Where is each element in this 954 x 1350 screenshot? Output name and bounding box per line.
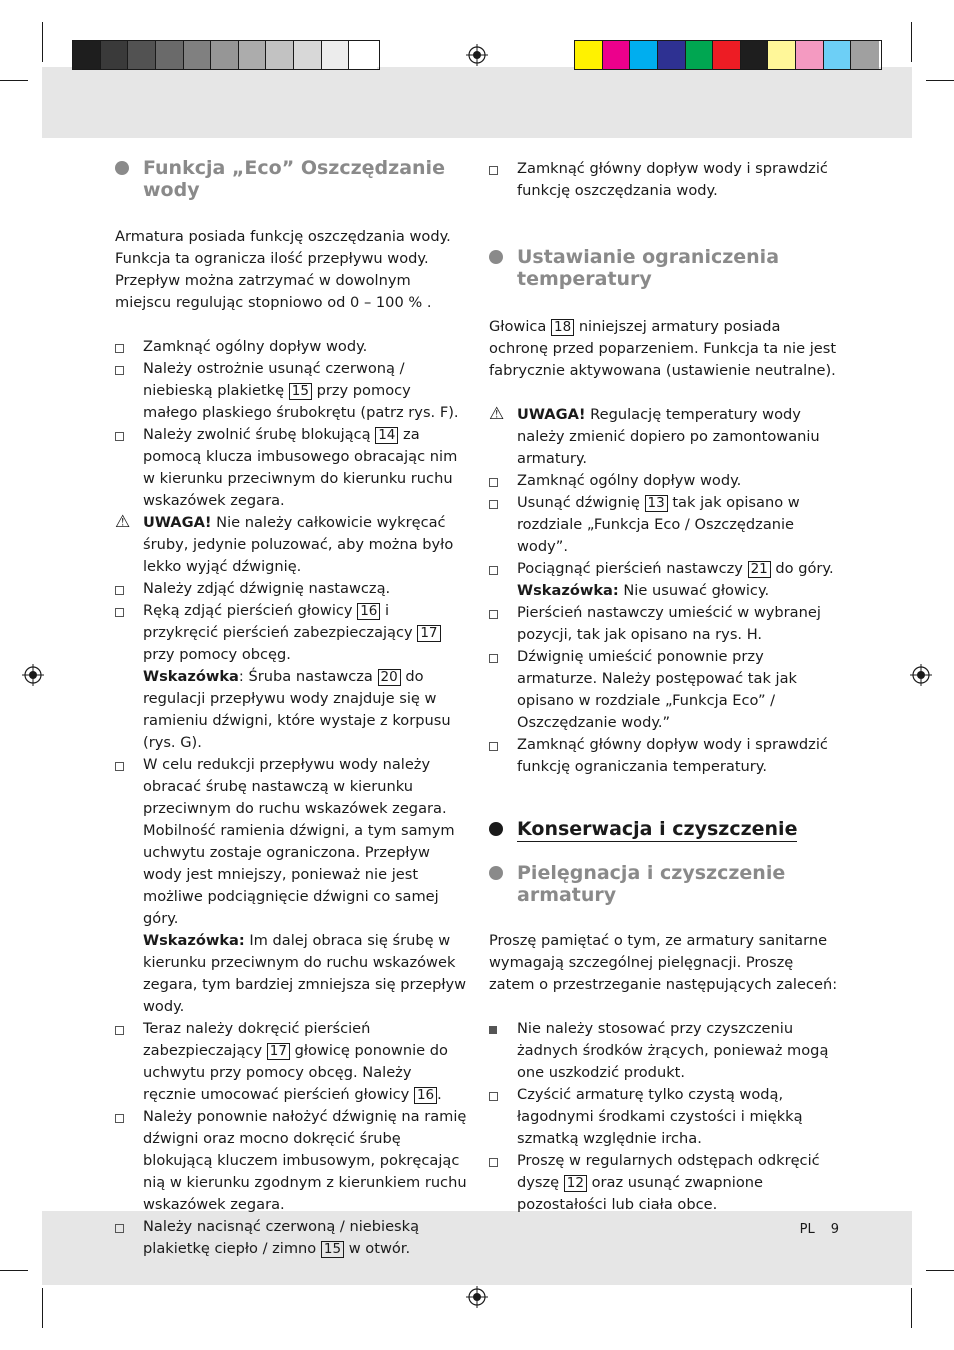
checkbox-bullet-icon	[115, 1018, 129, 1044]
list-item: Nie należy stosować przy czyszczeniu żadnych środków żrących, ponieważ mogą one uszkodzić produkt.	[489, 1018, 843, 1084]
checkbox-bullet-icon	[489, 602, 503, 628]
bullet-dot-icon	[115, 161, 129, 175]
list-item: Pierścień nastawczy umieścić w wybranej pozycji, tak jak opisano na rys. H.	[489, 602, 843, 646]
list-item: Proszę w regularnych odstępach odkręcić dyszę 12 oraz usunąć zwapnione pozostałości lub ciała obce.	[489, 1150, 843, 1216]
color-swatch	[128, 41, 156, 69]
color-swatch	[658, 41, 686, 69]
list-item: Należy ponownie nałożyć dźwignię na ramię dźwigni oraz mocno dokręcić śrubę blokującą kluczem imbusowym, pokręcając nią w kierunku zgodnym z kierunkiem ruchu wskazówek zegara.	[115, 1106, 467, 1216]
crop-mark	[0, 80, 28, 81]
list-item: Należy nacisnąć czerwoną / niebieską plakietkę ciepło / zimno 15 w otwór.	[115, 1216, 467, 1260]
part-number: 15	[289, 383, 312, 400]
checkbox-bullet-icon	[489, 734, 503, 760]
page-number: 9	[830, 1222, 839, 1237]
crop-mark	[926, 80, 954, 81]
list-item: Zamknąć główny dopływ wody i sprawdzić funkcję oszczędzania wody.	[489, 158, 843, 202]
section-heading: Ustawianie ograniczenia temperatury	[489, 246, 843, 290]
section-heading: Konserwacja i czyszczenie	[489, 818, 843, 840]
paragraph: Proszę pamiętać o tym, ze armatury sanitarne wymagają szczególnej pielęgnacji. Proszę zatem o przestrzeganie następujących zaleceń:	[489, 932, 838, 993]
checkbox-bullet-icon	[489, 1084, 503, 1110]
part-number: 13	[645, 495, 668, 512]
bullet-dot-icon	[489, 866, 503, 880]
paragraph: Armatura posiada funkcję oszczędzania wody. Funkcja ta ogranicza ilość przepływu wody. Przepływ można zatrzymać w dowolnym miejscu regulując stopniowo od 0 – 100 % .	[115, 228, 451, 311]
checkbox-bullet-icon	[115, 1216, 129, 1242]
part-number: 16	[357, 603, 380, 620]
checkbox-bullet-icon	[115, 600, 129, 626]
color-swatch	[73, 41, 101, 69]
checkbox-bullet-icon	[489, 158, 503, 184]
list-item: Należy zwolnić śrubę blokującą 14 za pomocą klucza imbusowego obracając nim w kierunku przeciwnym do kierunku ruchu wskazówek zegara.	[115, 424, 467, 512]
list-item: Ręką zdjąć pierścień głowicy 16 i przykręcić pierścień zabezpieczający 17 przy pomocy obcęg. Wskazówka: Śruba nastawcza 20 do regulacji przepływu wody znajduje się w ramieniu dźwigni, które wystaje z korpusu (rys. G).	[115, 600, 467, 754]
color-swatch	[630, 41, 658, 69]
part-number: 20	[378, 669, 401, 686]
part-number: 15	[321, 1241, 344, 1258]
warning-triangle-icon: ⚠	[489, 404, 505, 424]
checkbox-bullet-icon	[489, 558, 503, 584]
color-swatch	[184, 41, 212, 69]
section-heading: Funkcja „Eco” Oszczędzanie wody	[115, 157, 467, 201]
checkbox-bullet-icon	[115, 424, 129, 450]
crop-mark	[911, 22, 912, 62]
color-swatch	[239, 41, 267, 69]
registration-mark-icon	[466, 1286, 488, 1308]
left-column	[115, 157, 467, 1260]
list-item: Zamknąć ogólny dopływ wody.	[115, 336, 467, 358]
crop-mark	[42, 1288, 43, 1328]
list-item: Teraz należy dokręcić pierścień zabezpieczający 17 głowicę ponownie do uchwytu przy pomocy obcęg. Należy ręcznie umocować pierścień głowicy 16 .	[115, 1018, 467, 1106]
warning-note: ⚠ UWAGA! Regulację temperatury wody należy zmienić dopiero po zamontowaniu armatury.	[489, 404, 820, 467]
color-swatch	[796, 41, 824, 69]
color-swatch	[322, 41, 350, 69]
color-swatch	[211, 41, 239, 69]
color-swatch	[824, 41, 852, 69]
color-swatch	[603, 41, 631, 69]
list-item: Zamknąć ogólny dopływ wody.	[489, 470, 843, 492]
list-item: Czyścić armaturę tylko czystą wodą, łagodnymi środkami czystości i miękką szmatką względnie ircha.	[489, 1084, 843, 1150]
list-item: Usunąć dźwignię 13 tak jak opisano w rozdziale „Funkcja Eco / Oszczędzanie wody”.	[489, 492, 843, 558]
color-swatch	[266, 41, 294, 69]
checkbox-bullet-icon	[489, 646, 503, 672]
color-swatch	[851, 41, 879, 69]
paragraph: Głowica 18 niniejszej armatury posiada ochronę przed poparzeniem. Funkcja ta nie jest fabrycznie aktywowana (ustawienie neutralne).	[489, 318, 837, 379]
color-swatch	[741, 41, 769, 69]
crop-mark	[926, 1270, 954, 1271]
registration-mark-icon	[22, 664, 44, 686]
right-column	[489, 158, 843, 1216]
gray-color-bar	[72, 40, 380, 70]
crop-mark	[42, 22, 43, 62]
color-swatch	[156, 41, 184, 69]
crop-mark	[0, 1270, 28, 1271]
checkbox-bullet-icon	[489, 492, 503, 518]
color-swatch	[713, 41, 741, 69]
language-code: PL	[799, 1222, 815, 1237]
process-color-bar	[574, 40, 882, 70]
checkbox-bullet-icon	[115, 1106, 129, 1132]
part-number: 21	[748, 561, 771, 578]
section-heading: Pielęgnacja i czyszczenie armatury	[489, 862, 843, 906]
part-number: 17	[417, 625, 440, 642]
part-number: 17	[267, 1043, 290, 1060]
color-swatch	[768, 41, 796, 69]
registration-mark-icon	[910, 664, 932, 686]
list-item: Zamknąć główny dopływ wody i sprawdzić funkcję ograniczania temperatury.	[489, 734, 843, 778]
list-item: Dźwignię umieścić ponownie przy armaturze. Należy postępować tak jak opisano w rozdziale „Funkcja Eco” / Oszczędzanie wody.”	[489, 646, 843, 734]
list-item: Należy ostrożnie usunąć czerwoną / niebieską plakietkę 15 przy pomocy małego plaskiego śrubokrętu (patrz rys. F).	[115, 358, 467, 424]
warning-triangle-icon: ⚠	[115, 512, 131, 532]
list-item: Należy zdjąć dźwignię nastawczą.	[115, 578, 467, 600]
list-item: W celu redukcji przepływu wody należy obracać śrubę nastawczą w kierunku przeciwnym do ruchu wskazówek zegara. Mobilność ramienia dźwigni, a tym samym uchwytu zostaje ograniczona. Przepływ wody jest mniejszy, ponieważ nie jest możliwe podciągnięcie dźwigni co samej góry. Wskazówka: Im dalej obraca się śrubę w kierunku przeciwnym do ruchu wskazówek zegara, tym bardziej zmniejsza się przepływ wody.	[115, 754, 467, 1018]
registration-mark-icon	[466, 44, 488, 66]
square-bullet-icon	[489, 1018, 503, 1043]
color-swatch	[349, 41, 377, 69]
page-footer	[784, 1222, 839, 1237]
bullet-dot-icon	[489, 250, 503, 264]
warning-note: ⚠ UWAGA! Nie należy całkowicie wykręcać śruby, jedynie poluzować, aby można było lekko wyjąć dźwignię.	[115, 512, 454, 575]
color-swatch	[101, 41, 129, 69]
bullet-dot-icon	[489, 822, 503, 836]
part-number: 16	[414, 1087, 437, 1104]
top-gray-band	[42, 67, 912, 138]
checkbox-bullet-icon	[489, 1150, 503, 1176]
color-swatch	[294, 41, 322, 69]
list-item: Pociągnąć pierścień nastawczy 21 do góry. Wskazówka: Nie usuwać głowicy.	[489, 558, 843, 602]
part-number: 18	[551, 319, 574, 336]
part-number: 14	[375, 427, 398, 444]
color-swatch	[575, 41, 603, 69]
part-number: 12	[564, 1175, 587, 1192]
checkbox-bullet-icon	[115, 358, 129, 384]
color-swatch	[686, 41, 714, 69]
checkbox-bullet-icon	[115, 754, 129, 780]
crop-mark	[911, 1288, 912, 1328]
